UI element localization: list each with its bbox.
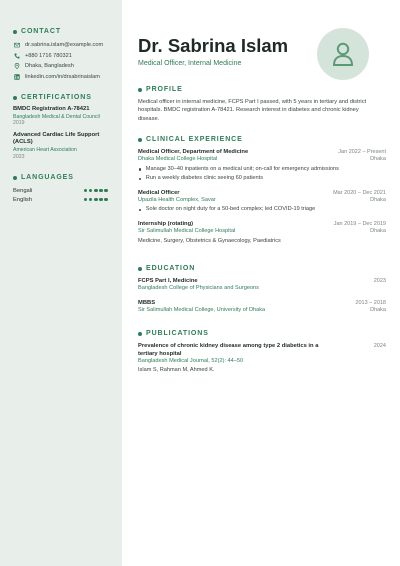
email-icon [13, 42, 20, 49]
experience-section [138, 136, 386, 246]
language-item: English [13, 195, 108, 204]
language-item: Bengali [13, 186, 108, 195]
section-dot-icon [138, 332, 142, 336]
profile-section [138, 86, 386, 123]
contact-phone[interactable]: +880 1716 780321 [13, 51, 122, 62]
education-item: FCPS Part I, Medicine 2023 Bangladesh College of Physicians and Surgeons [138, 278, 386, 291]
section-dot-icon [138, 88, 142, 92]
languages-list [13, 186, 122, 204]
contact-linkedin[interactable]: linkedin.com/in/drsabrinaislam [13, 72, 122, 83]
main-content [122, 0, 400, 566]
education-section-title: EDUCATION [138, 265, 386, 272]
page-title: Dr. Sabrina Islam [138, 35, 289, 56]
section-dot-icon [138, 267, 142, 271]
certification-item: BMDC Registration A-78421 Bangladesh Medical & Dental Council 2019 [13, 106, 100, 127]
contact-section-title: CONTACT [13, 28, 122, 35]
user-icon [332, 42, 354, 66]
contact-location: Dhaka, Bangladesh [13, 61, 122, 72]
publication-item: Prevalence of chronic kidney disease among type 2 diabetics in a tertiary hospital 2024 Bangladesh Medical Journal, 52(2): 44–50 Islam S, Rahman M, Ahmed K. [138, 343, 386, 373]
experience-section-title: CLINICAL EXPERIENCE [138, 136, 386, 143]
list-item: Run a weekly diabetes clinic seeing 60 patients [138, 174, 386, 184]
section-dot-icon [13, 30, 17, 34]
proficiency-dots [82, 189, 108, 193]
section-dot-icon [13, 96, 17, 100]
profile-section-title: PROFILE [138, 86, 386, 93]
section-dot-icon [138, 138, 142, 142]
job-role: Medical Officer, Internal Medicine [138, 60, 242, 67]
certifications-section-title: CERTIFICATIONS [13, 94, 122, 101]
education-section [138, 265, 386, 314]
education-item: MBBS 2013 – 2018 Sir Salimullah Medical College, University of Dhaka Dhaka [138, 299, 386, 313]
languages-section-title: LANGUAGES [13, 174, 122, 181]
contact-list [13, 40, 122, 82]
experience-item: Internship (rotating) Jan 2019 – Dec 2019 Sir Salimullah Medical College Hospital Dhaka Medicine, Surgery, Obstetrics & Gynaecology, Paediatrics [138, 220, 386, 246]
phone-icon [13, 52, 20, 59]
list-item: Sole doctor on night duty for a 50-bed complex; led COVID-19 triage [138, 205, 386, 215]
profile-text: Medical officer in internal medicine, FCPS Part I passed, with 5 years in tertiary and district hospitals. BMDC registration A-78421. Research interest in diabetes and chronic kidney disease. [138, 99, 367, 122]
publications-section-title: PUBLICATIONS [138, 330, 386, 337]
linkedin-icon [13, 73, 20, 80]
proficiency-dots [82, 198, 108, 202]
publications-section [138, 330, 386, 374]
contact-email[interactable]: dr.sabrina.islam@example.com [13, 40, 122, 51]
list-item: Manage 30–40 inpatients on a medical unit; on-call for emergency admissions [138, 165, 386, 175]
section-dot-icon [13, 176, 17, 180]
certification-item: Advanced Cardiac Life Support (ACLS) American Heart Association 2023 [13, 131, 100, 160]
experience-note: Medicine, Surgery, Obstetrics & Gynaecology, Paediatrics [138, 237, 281, 244]
sidebar [0, 0, 122, 566]
experience-item: Medical Officer Mar 2020 – Dec 2021 Upazila Health Complex, Savar Dhaka Sole doctor on night duty for a 50-bed complex; led COVID-19 triage [138, 189, 386, 215]
location-icon [13, 63, 20, 70]
avatar [317, 28, 369, 80]
experience-item: Medical Officer, Department of Medicine Jan 2022 – Present Dhaka Medical College Hospital Dhaka Manage 30–40 inpatients on a medical unit; on-call for emergency admissions Run a weekly diabetes clinic seeing 60 patients [138, 148, 386, 184]
